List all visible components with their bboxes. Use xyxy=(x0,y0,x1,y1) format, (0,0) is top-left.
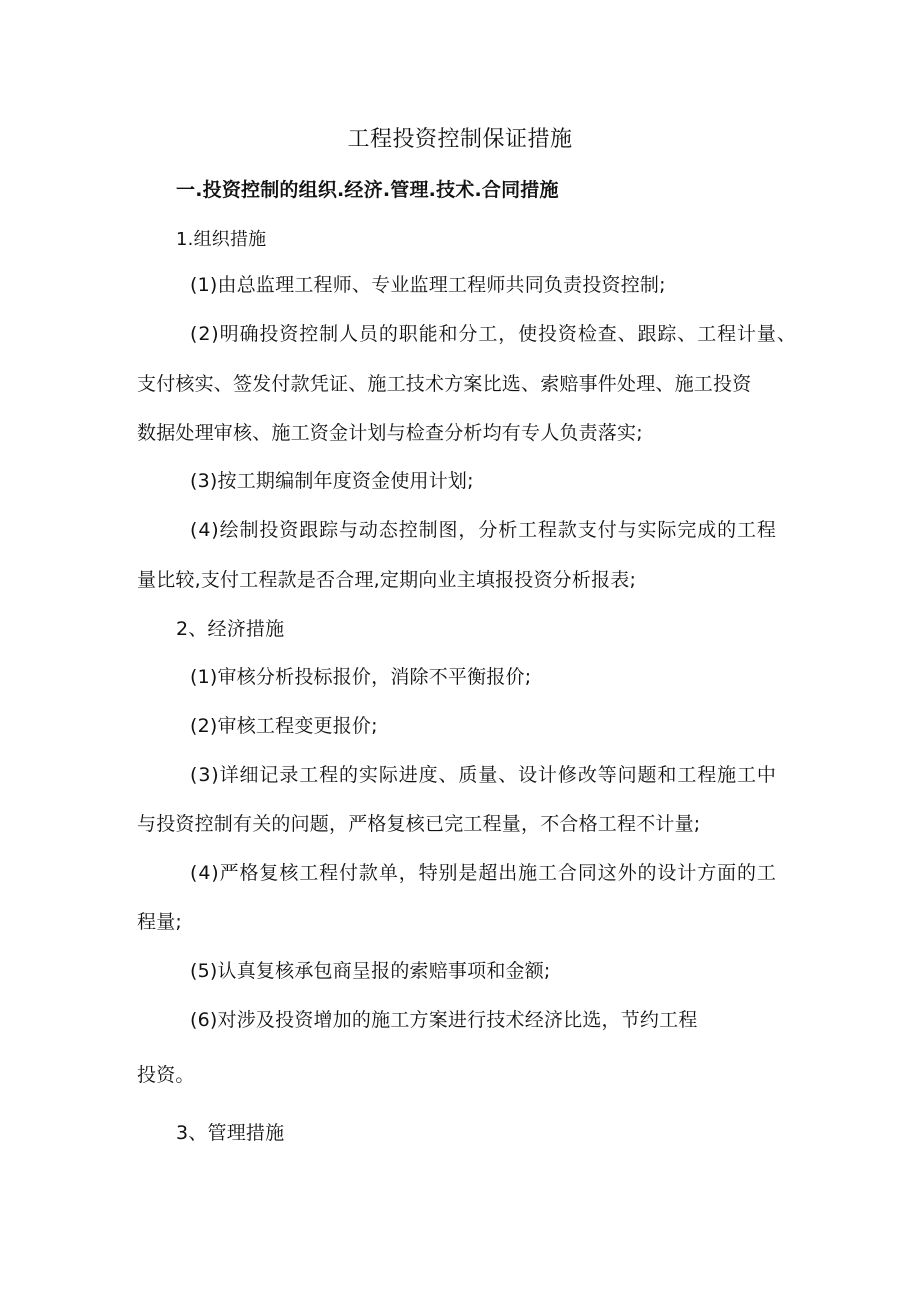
org-item-3: (3)按工期编制年度资金使用计划; xyxy=(190,470,474,492)
econ-item-1: (1)审核分析投标报价，消除不平衡报价; xyxy=(190,666,532,688)
econ-item-6-line-2: 投资。 xyxy=(137,1064,195,1086)
econ-item-4-line-1: (4)严格复核工程付款单，特别是超出施工合同这外的设计方面的工 xyxy=(190,862,777,884)
org-heading: 1.组织措施 xyxy=(176,229,267,250)
org-item-2-line-2: 支付核实、签发付款凭证、施工技术方案比选、索赔事件处理、施工投资 xyxy=(137,373,752,395)
org-item-2-line-1: (2)明确投资控制人员的职能和分工，使投资检查、跟踪、工程计量、 xyxy=(190,323,797,345)
econ-item-2: (2)审核工程变更报价; xyxy=(190,715,378,737)
section-heading: 一.投资控制的组织.经济.管理.技术.合同措施 xyxy=(176,179,559,201)
econ-item-4-line-2: 程量; xyxy=(137,911,183,933)
econ-item-5: (5)认真复核承包商呈报的索赔事项和金额; xyxy=(190,960,551,982)
econ-item-3-line-1: (3)详细记录工程的实际进度、质量、设计修改等问题和工程施工中 xyxy=(190,764,777,786)
org-item-4-line-2: 量比较,支付工程款是否合理,定期向业主填报投资分析报表; xyxy=(137,569,637,591)
mgmt-heading: 3、管理措施 xyxy=(176,1122,285,1144)
econ-item-3-line-2: 与投资控制有关的问题，严格复核已完工程量，不合格工程不计量; xyxy=(137,813,701,835)
econ-item-6-line-1: (6)对涉及投资增加的施工方案进行技术经济比选，节约工程 xyxy=(190,1009,698,1031)
org-item-1: (1)由总监理工程师、专业监理工程师共同负责投资控制; xyxy=(190,274,666,296)
org-item-4-line-1: (4)绘制投资跟踪与动态控制图，分析工程款支付与实际完成的工程 xyxy=(190,519,777,541)
document-title: 工程投资控制保证措施 xyxy=(347,127,573,152)
econ-heading: 2、经济措施 xyxy=(176,618,285,640)
org-item-2-line-3: 数据处理审核、施工资金计划与检查分析均有专人负责落实; xyxy=(137,422,643,444)
